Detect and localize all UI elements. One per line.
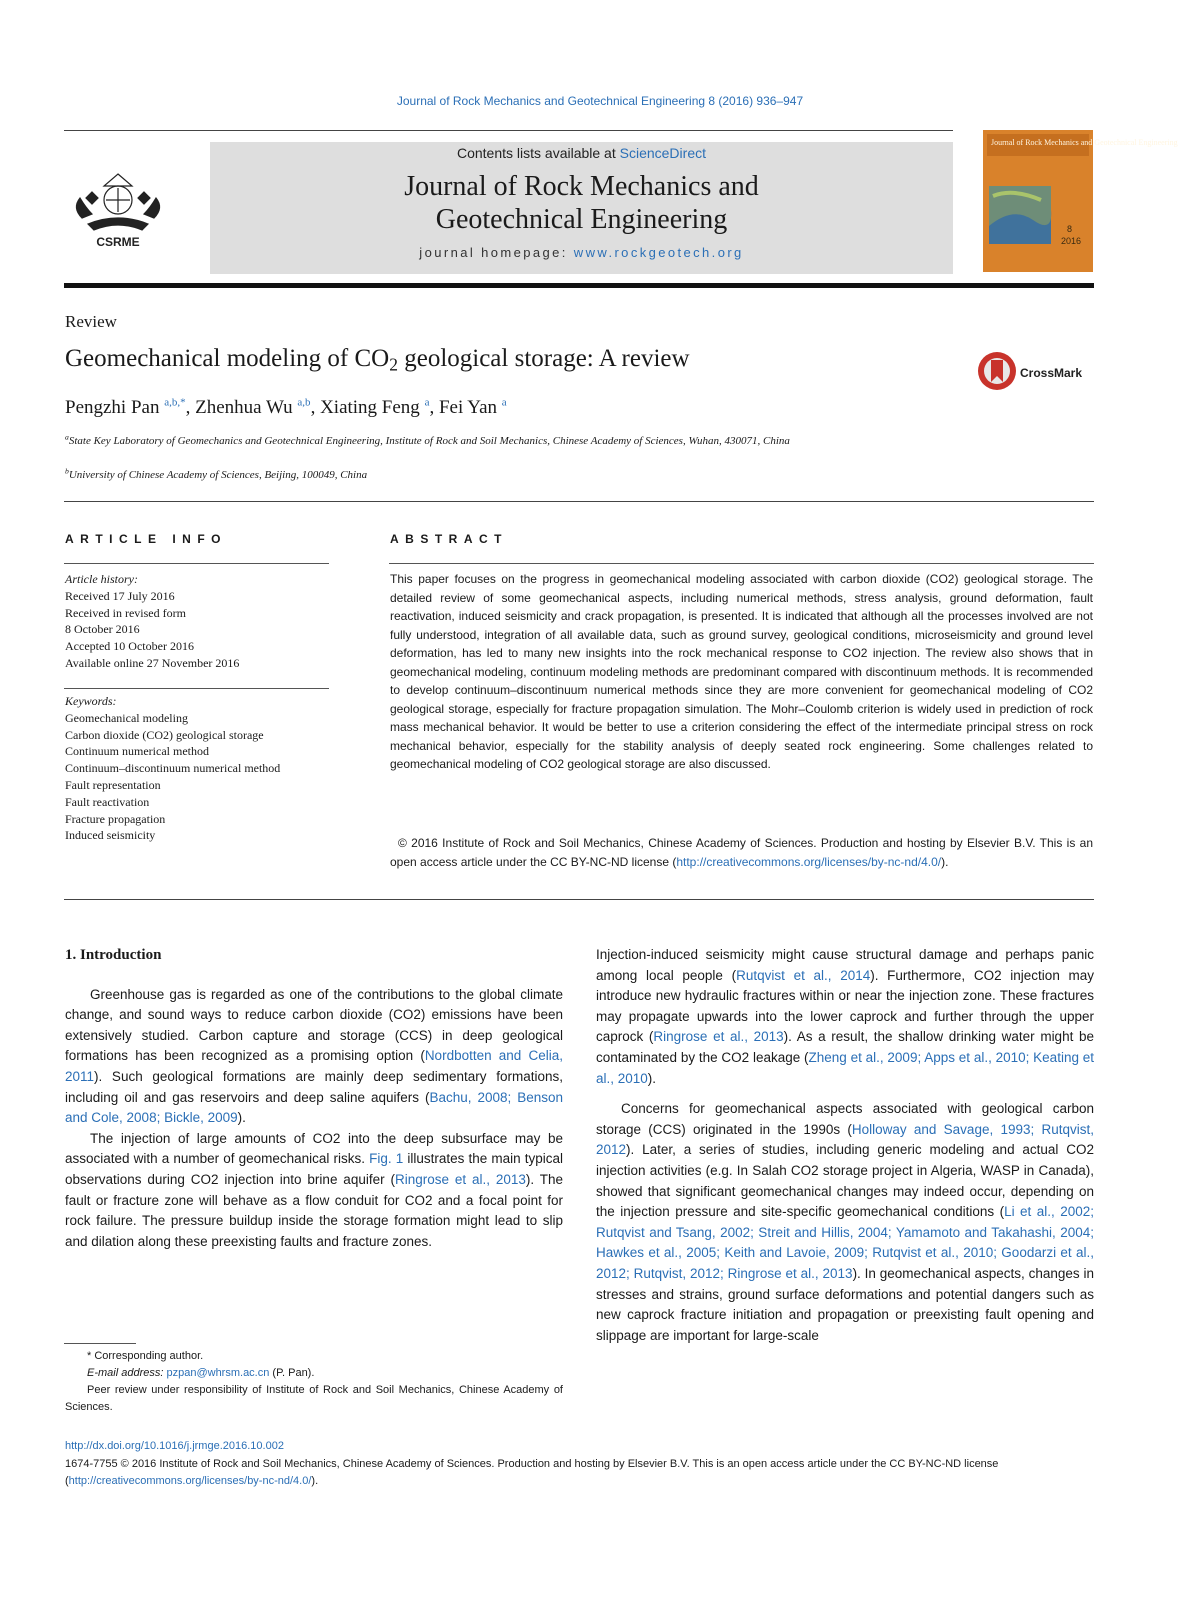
keywords (65, 693, 330, 844)
body-column-right (596, 945, 1094, 1346)
text-run: ). Furthermore, CO2 injection may introduce new hydraulic fractures within or near the injection zone. These fractures may propagate upwards into the lower caprock and further through the upper caprock ( (596, 967, 1095, 1045)
header-divider (64, 501, 1094, 502)
copyright-end: ). (941, 854, 949, 869)
issn-end: ). (311, 1475, 319, 1487)
abstract-rule (389, 563, 1094, 564)
cover-issue: 8 (1067, 224, 1073, 234)
affiliation-b (65, 467, 955, 483)
citation-link[interactable]: Zheng et al., 2009; Apps et al., 2010; Keating et al., 2010 (596, 1049, 1094, 1086)
text-run: ). In geomechanical aspects, changes in stresses and strains, ground surface deformations and potential dangers such as new caprock fracture initiation and propagation or preexisting fault opening and slippage are important for large-scale (596, 1265, 1094, 1343)
author[interactable] (439, 397, 507, 418)
csrme-logo (62, 168, 174, 252)
abstract-copyright (390, 834, 1093, 871)
cover-title: Journal of Rock Mechanics and Geotechnical Engineering (991, 138, 1178, 147)
email-label: E-mail address: (87, 1367, 167, 1379)
article-info-heading: ARTICLE INFO (65, 532, 227, 546)
homepage-link[interactable]: www.rockgeotech.org (573, 245, 744, 260)
citation-link[interactable]: Ringrose et al., 2013 (394, 1171, 526, 1187)
abstract-bottom-rule (64, 899, 1094, 900)
sciencedirect-link[interactable]: ScienceDirect (619, 145, 706, 161)
author-separator: , (310, 397, 321, 418)
author[interactable] (65, 397, 186, 418)
author-separator: , (185, 397, 196, 418)
text-run: The injection of large amounts of CO2 into the deep subsurface may be associated with a number of geomechanical risks. (65, 1130, 563, 1167)
author-name: Pengzhi Pan (65, 397, 160, 418)
abstract-text: This paper focuses on the progress in geomechanical modeling associated with carbon dioxide (CO2) geological storage. The detailed review of some geomechanical aspects, including numerical methods, stress analysis, ground deformation, fault reactivation, induced seismicity and crack propagation, is presented. It is indicated that although all the processes involved are not fully understood, integration of all available data, such as ground survey, geological conditions, microseismicity and ground level deformation, has led to many new insights into the rock mechanical response to CO2 injection. The review also shows that in geomechanical modeling, continuum modeling methods are predominant compared with discontinuum methods. It is recommended to develop continuum–discontinuum numerical methods since they are more convenient for geomechanical modeling of CO2 geological storage, especially for fracture propagation simulation. The Mohr–Coulomb criterion is widely used in prediction of rock mass mechanical behavior. It would be better to use a criterion considering the effect of the intermediate principal stress on rock mechanical behavior, especially for the stability analysis of deeply seated rock engineering. Some challenges related to geomechanical modeling of CO2 geological storage are also discussed. (390, 572, 1093, 771)
contents-prefix: Contents lists available at (456, 145, 620, 161)
cover-year: 2016 (1061, 236, 1082, 246)
running-header: Journal of Rock Mechanics and Geotechnical Engineering 8 (2016) 936–947 (396, 94, 804, 108)
article-title (65, 345, 690, 373)
author-affiliation-marks[interactable]: a (501, 396, 507, 409)
journal-name-line1: Journal of Rock Mechanics and (404, 171, 759, 202)
author-name: Zhenhua Wu (195, 397, 293, 418)
email-suffix: (P. Pan). (269, 1367, 315, 1379)
logo-text: CSRME (96, 235, 140, 249)
peer-review-note: Peer review under responsibility of Institute of Rock and Soil Mechanics, Chinese Academy of Sciences. (65, 1384, 563, 1413)
text-run: ). (647, 1070, 657, 1086)
citation-link[interactable]: Rutqvist et al., 2014 (736, 967, 871, 983)
author-email-link[interactable]: pzpan@whrsm.ac.cn (166, 1367, 270, 1379)
citation-link[interactable]: Bachu, 2008; Benson and Cole, 2008; Bickle, 2009 (65, 1089, 563, 1126)
affiliation-a-text: State Key Laboratory of Geomechanics and Geotechnical Engineering, Institute of Rock and Soil Mechanics, Chinese Academy of Sciences, Wuhan, 430071, China (68, 435, 790, 447)
affiliation-a-mark: a (65, 432, 69, 442)
footnotes (65, 1348, 563, 1416)
author-affiliation-marks[interactable]: a,b,* (164, 396, 186, 409)
title-subscript: 2 (389, 354, 398, 375)
affiliation-a (65, 433, 955, 449)
text-run: ). Later, a series of studies, including generic modeling and actual CO2 injection activities (e.g. In Salah CO2 storage project in Algeria, WASP in Canada), showed that significant geomechanical changes may indeed occur, depending on the injection pressure and site-specific geomechanical conditions ( (596, 1142, 1094, 1220)
masthead-top-rule (64, 130, 953, 131)
body-column-left (65, 945, 563, 1252)
journal-cover-image[interactable] (983, 130, 1178, 272)
keyword: Continuum–discontinuum numerical method (65, 761, 281, 776)
paragraph (596, 1099, 1094, 1346)
text-run: Injection-induced seismicity might cause structural damage and perhaps panic among local people ( (596, 947, 1094, 983)
text-run: illustrates the main typical observations during CO2 injection into brine aquifer ( (65, 1151, 563, 1187)
author-affiliation-marks[interactable]: a (424, 396, 430, 409)
footer-license-link[interactable]: http://creativecommons.org/licenses/by-nc-nd/4.0/ (68, 1475, 312, 1487)
section-heading: 1. Introduction (65, 947, 162, 963)
author-name: Xiating Feng (320, 397, 420, 418)
article-type: Review (65, 312, 117, 331)
keyword: Fault reactivation (65, 794, 150, 809)
keyword: Carbon dioxide (CO2) geological storage (65, 727, 264, 742)
issn-copyright (65, 1456, 1095, 1490)
figure-link[interactable]: Fig. 1 (369, 1151, 404, 1167)
journal-name (210, 170, 953, 236)
doi-link[interactable]: http://dx.doi.org/10.1016/j.jrmge.2016.10.002 (65, 1440, 284, 1452)
homepage-prefix: journal homepage: (419, 245, 574, 260)
abstract-heading: ABSTRACT (390, 532, 508, 546)
history-label: Article history: (65, 572, 138, 586)
citation-link[interactable]: Ringrose et al., 2013 (653, 1029, 784, 1045)
history-item: Received 17 July 2016 (65, 588, 175, 603)
text-run: Greenhouse gas is regarded as one of the contributions to the global climate change, and sound ways to reduce carbon dioxide (CO2) emissions have been extensively studied. Carbon capture and storage (CCS) in deep geological formations has been recognized as a promising option ( (65, 986, 563, 1064)
footnote-rule (64, 1343, 136, 1344)
corresponding-author-note: * Corresponding author. (87, 1350, 204, 1362)
keyword: Geomechanical modeling (65, 710, 188, 725)
keyword: Fault representation (65, 777, 161, 792)
text-run: ). Such geological formations are mainly deep sedimentary formations, including oil and gas reservoirs and deep saline aquifers ( (65, 1068, 563, 1105)
masthead-bottom-rule (64, 283, 1094, 288)
keyword: Induced seismicity (65, 828, 156, 843)
keyword: Fracture propagation (65, 811, 166, 826)
license-link[interactable]: http://creativecommons.org/licenses/by-nc-nd/4.0/ (676, 854, 942, 869)
history-item: 8 October 2016 (65, 622, 140, 637)
article-history (65, 571, 330, 672)
history-item: Received in revised form (65, 605, 186, 620)
affiliation-b-mark: b (65, 466, 69, 476)
crossmark-label: CrossMark (1020, 366, 1083, 380)
journal-name-line2: Geotechnical Engineering (435, 204, 728, 235)
paragraph (596, 945, 1094, 1089)
email-note (65, 1365, 563, 1382)
citation-link[interactable]: Nordbotten and Celia, 2011 (65, 1048, 563, 1084)
text-run: ). As a result, the shallow drinking water might be contaminated by the CO2 leakage ( (596, 1029, 1094, 1065)
title-part2: geological storage: A review (397, 345, 690, 372)
contents-line (210, 145, 953, 161)
author-name: Fei Yan (438, 397, 498, 418)
issn-text: 1674-7755 © 2016 Institute of Rock and Soil Mechanics, Chinese Academy of Sciences. Production and hosting by Elsevier B.V. This is an open access article under the CC BY-NC-ND license ( (65, 1458, 999, 1487)
journal-homepage (210, 245, 953, 260)
history-item: Accepted 10 October 2016 (65, 639, 194, 654)
text-run: ). The fault or fracture zone will behave as a flow conduit for CO2 and a focal point for rock failure. The pressure buildup inside the storage formation might lead to slip and dilation along these preexisting faults and fracture zones. (65, 1171, 563, 1249)
paragraph (65, 1129, 563, 1253)
citation-link[interactable]: Holloway and Savage, 1993; Rutqvist, 2012 (596, 1121, 1095, 1158)
keywords-rule (64, 688, 329, 689)
author[interactable] (320, 397, 429, 418)
text-run: ). (237, 1110, 246, 1126)
crossmark-badge[interactable] (976, 350, 1094, 392)
keywords-label: Keywords: (65, 694, 117, 708)
author-list (65, 397, 507, 419)
title-part1: Geomechanical modeling of CO (65, 345, 390, 372)
author-separator: , (429, 397, 439, 418)
author[interactable] (195, 397, 310, 418)
copyright-text: © 2016 Institute of Rock and Soil Mechanics, Chinese Academy of Sciences. Production and hosting by Elsevier B.V. This is an open access article under the CC BY-NC-ND license ( (390, 836, 1093, 869)
affiliation-b-text: University of Chinese Academy of Sciences, Beijing, 100049, China (68, 469, 368, 481)
author-affiliation-marks[interactable]: a,b (297, 396, 311, 409)
journal-masthead (210, 142, 953, 274)
history-item: Available online 27 November 2016 (65, 655, 240, 670)
keyword: Continuum numerical method (65, 744, 209, 759)
citation-link[interactable]: Li et al., 2002; Rutqvist and Tsang, 2002; Streit and Hillis, 2004; Yamamoto and Takahashi, 2004; Hawkes et al., 2005; Keith and Lavoie, 2009; Rutqvist et al., 2010; Goodarzi et al., 2012; Rutqvist, 2012; Ringrose et al., 2013 (596, 1204, 1094, 1281)
paragraph (65, 985, 563, 1129)
article-info-rule (64, 563, 329, 564)
text-run: Concerns for geomechanical aspects associated with geological carbon storage (CCS) originated in the 1990s ( (596, 1101, 1094, 1137)
